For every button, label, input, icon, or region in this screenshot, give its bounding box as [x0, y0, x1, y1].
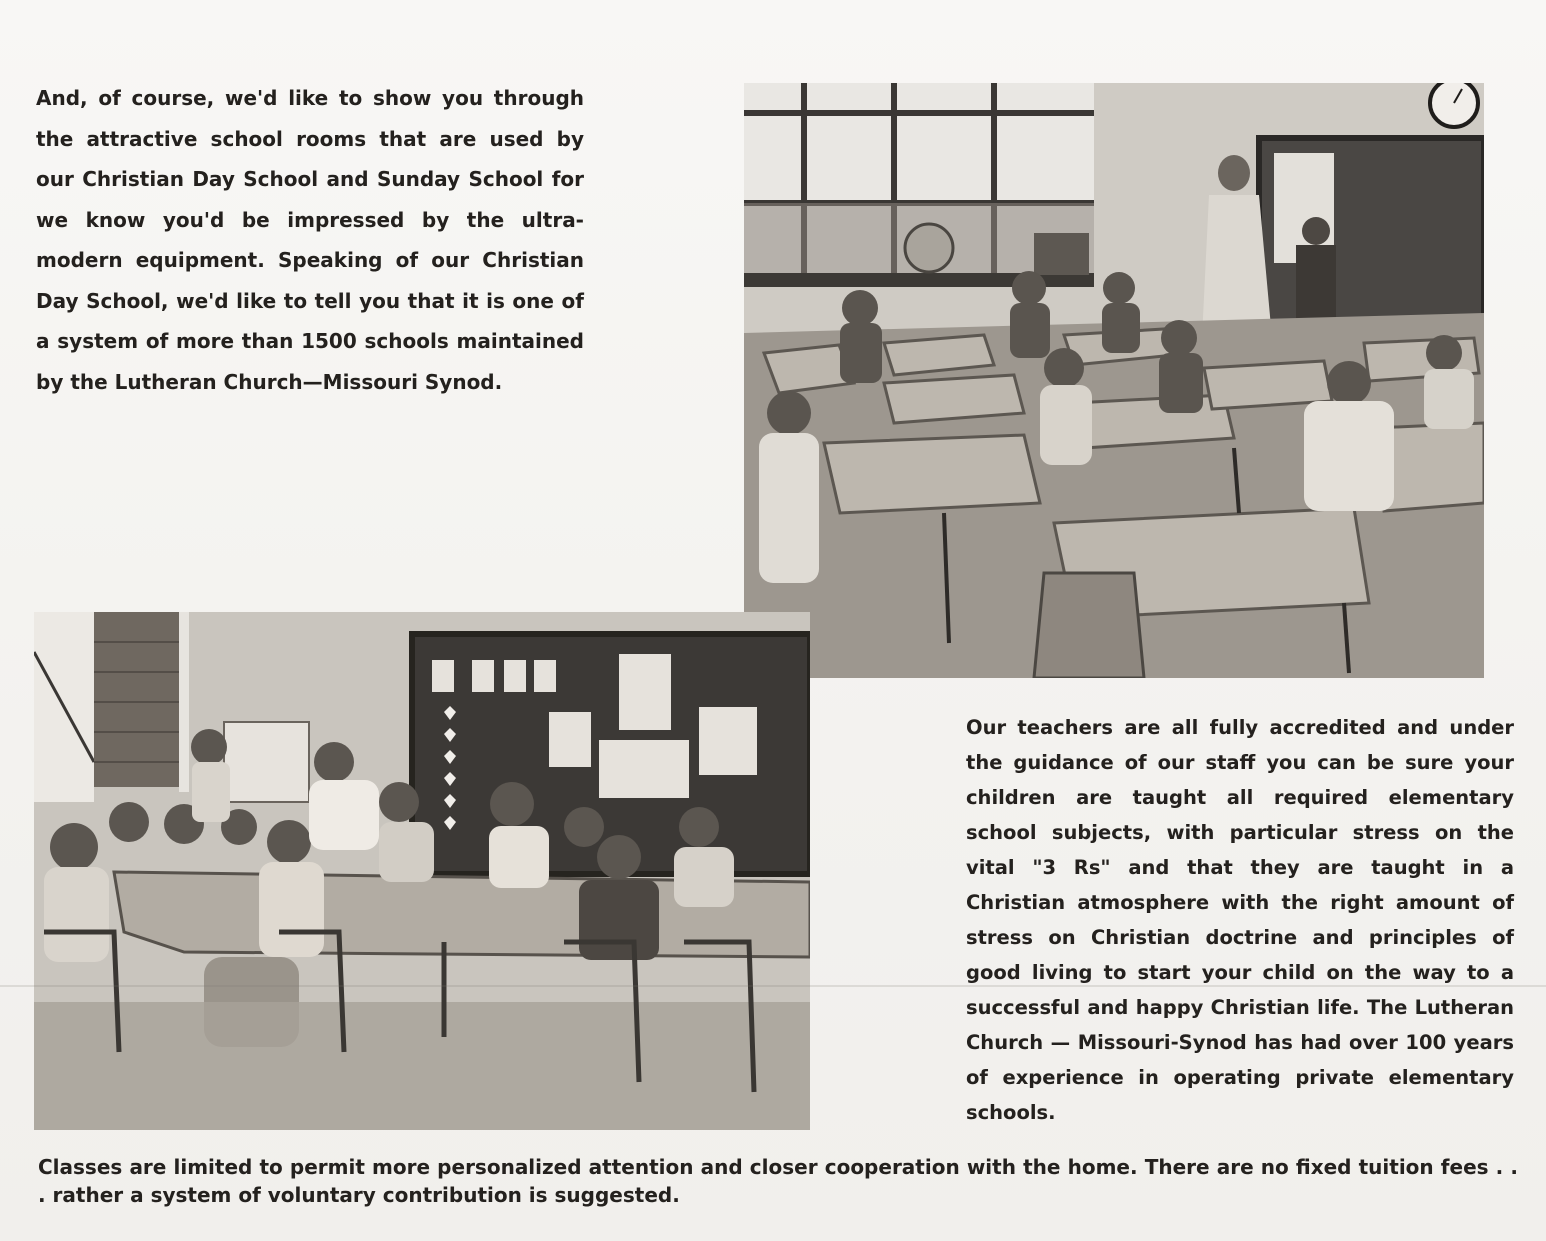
paper-fold-line: [0, 985, 1546, 987]
children-table-photo: [34, 612, 810, 1130]
children-table-illustration: [34, 612, 810, 1130]
classroom-desks-photo: [744, 83, 1484, 678]
classroom-desks-illustration: [744, 83, 1484, 678]
teachers-paragraph: Our teachers are all fully accredited and under the guidance of our staff you can be sure your children are taught all required elementary school subjects, with particular stress on the vital "3 Rs" and that they are taught in a Christian atmosphere with the right amount of stress on Christian doctrine and principles of good living to start your child on the way to a successful and happy Christian life. The Lutheran Church — Missouri-Synod has had over 100 years of experience in operating private elementary schools.: [966, 716, 1514, 1124]
classes-paragraph: Classes are limited to permit more personalized attention and closer cooperation with the home. There are no fixed tuition fees . . . rather a system of voluntary contribution is suggested.: [38, 1155, 1518, 1207]
intro-paragraph: And, of course, we'd like to show you through the attractive school rooms that are used by our Christian Day School and Sunday School for we know you'd be impressed by the ultra-modern equipment. Speaking of our Christian Day School, we'd like to tell you that it is one of a system of more than 1500 schools maintained by the Lutheran Church—Missouri Synod.: [36, 86, 584, 394]
